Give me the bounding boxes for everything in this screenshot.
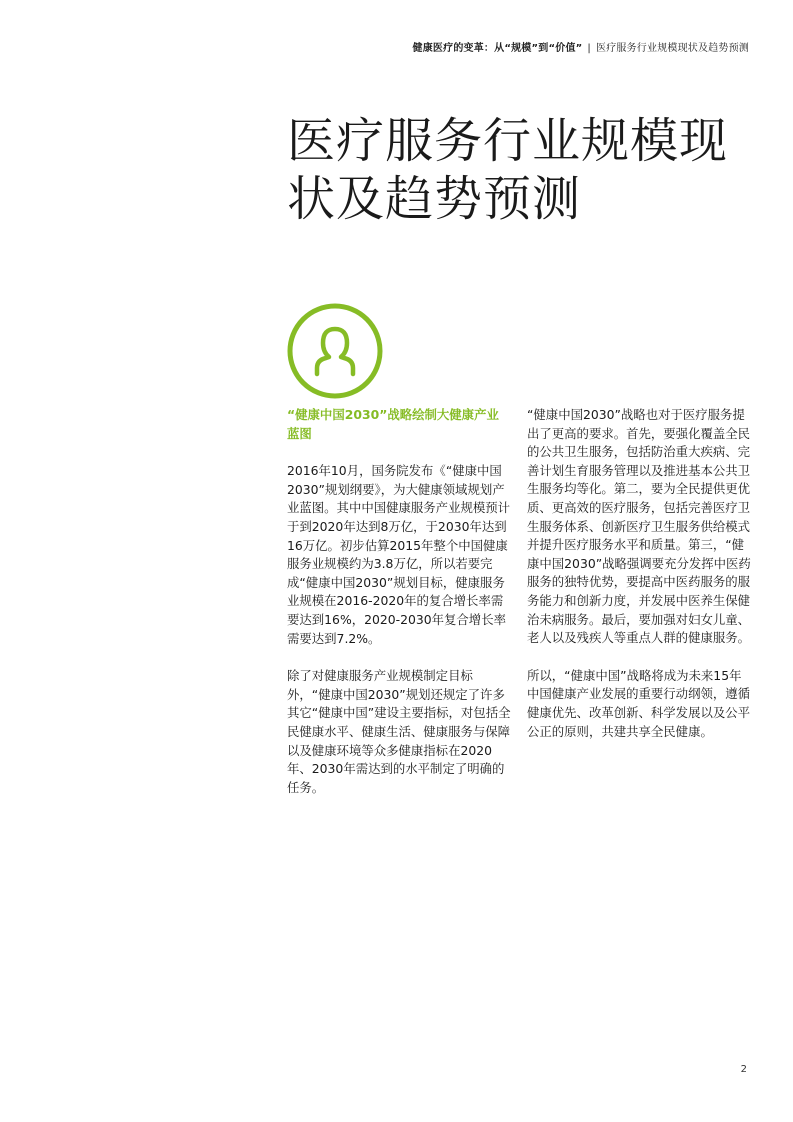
right-paragraph-1: “健康中国2030”战略也对于医疗服务提出了更高的要求。首先，要强化覆盖全民的公共卫生服务，包括防治重大疾病、完善计划生育服务管理以及推进基本公共卫生服务均等化。第二，要为全民提供更优质、更高效的医疗服务，包括完善医疗卫生服务体系、创新医疗卫生服务供给模式并提升医疗服务水平和质量。第三，“健康中国2030”战略强调要充分发挥中医药服务的独特优势，要提高中医药服务的服务能力和创新力度，并发展中医养生保健治未病服务。最后，要加强对妇女儿童、老人以及残疾人等重点人群的健康服务。 [527,407,751,646]
section-title: 医疗服务行业规模现状及趋势预测 [596,43,749,54]
right-column [527,406,751,760]
right-paragraph-2: 所以，“健康中国”战略将成为未来15年中国健康产业发展的重要行动纲领，遵循健康优先、改革创新、科学发展以及公平公正的原则，共建共享全民健康。 [527,667,751,739]
running-header [413,42,749,56]
page-title-line-1: 医疗服务行业规模现 [287,113,729,169]
report-title: 健康医疗的变革：从“规模”到“价值” [412,43,583,54]
page-number: 2 [740,1064,747,1075]
page-title [287,112,757,228]
section-heading: “健康中国2030”战略绘制大健康产业蓝图 [287,407,499,441]
page-title-line-2: 状及趋势预测 [287,171,582,227]
person-icon [286,302,384,400]
left-column [287,406,511,816]
left-paragraph-1: 2016年10月，国务院发布《“健康中国2030”规划纲要》，为大健康领域规划产业蓝图。其中中国健康服务产业规模预计于到2020年达到8万亿，于2030年达到16万亿。初步估算2015年整个中国健康服务业规模约为3.8万亿，所以若要完成“健康中国2030”规划目标，健康服务业规模在2016-2020年的复合增长率需要达到16%，2020-2030年复合增长率需要达到7.2%。 [287,463,511,646]
header-separator: | [587,43,591,54]
left-paragraph-2: 除了对健康服务产业规模制定目标外，“健康中国2030”规划还规定了许多其它“健康中国”建设主要指标，对包括全民健康水平、健康生活、健康服务与保障以及健康环境等众多健康指标在2020年、2030年需达到的水平制定了明确的任务。 [287,668,511,795]
